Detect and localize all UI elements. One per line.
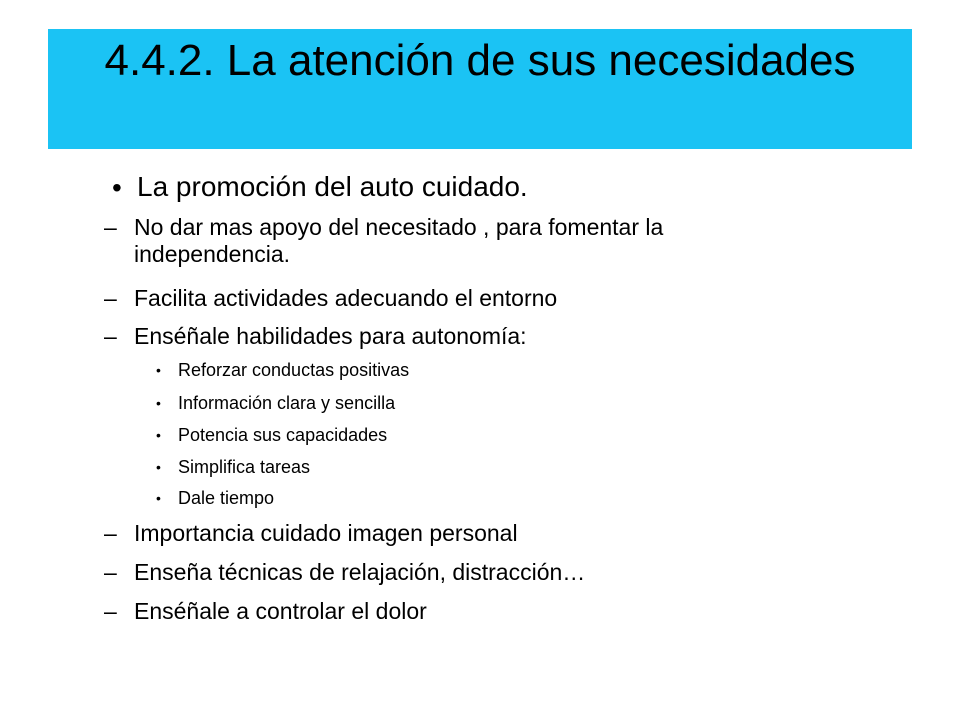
sub-item-1: No dar mas apoyo del necesitado , para fomentar la independencia. [134,214,664,267]
dash-marker-icon: – [104,214,117,240]
sub-sub-item-5: Dale tiempo [178,488,275,508]
sub-sub-item-3: Potencia sus capacidades [178,425,388,445]
bullet-marker-icon: • [156,459,161,475]
dash-marker-icon: – [104,323,117,349]
bullet-item-1: La promoción del auto cuidado. [137,171,528,202]
dash-marker-icon: – [104,559,117,585]
bullet-marker-icon: • [156,490,161,506]
sub-sub-item-1: Reforzar conductas positivas [178,360,410,380]
dash-marker-icon: – [104,285,117,311]
sub-sub-item-2: Información clara y sencilla [178,393,396,413]
sub-sub-item-4: Simplifica tareas [178,457,311,477]
sub-item-4: Importancia cuidado imagen personal [134,520,518,546]
sub-item-3: Enséñale habilidades para autonomía: [134,323,527,349]
bullet-marker-icon: • [156,395,161,411]
slide-title: 4.4.2. La atención de sus necesidades [104,36,856,85]
bullet-marker-icon: • [156,427,161,443]
title-bar [48,29,912,149]
sub-item-5: Enseña técnicas de relajación, distracción… [134,559,586,585]
dash-marker-icon: – [104,520,117,546]
bullet-marker-icon: • [156,362,161,378]
sub-item-6: Enséñale a controlar el dolor [134,598,427,624]
dash-marker-icon: – [104,598,117,624]
bullet-marker-icon: • [112,172,122,203]
sub-item-2: Facilita actividades adecuando el entorno [134,285,558,311]
